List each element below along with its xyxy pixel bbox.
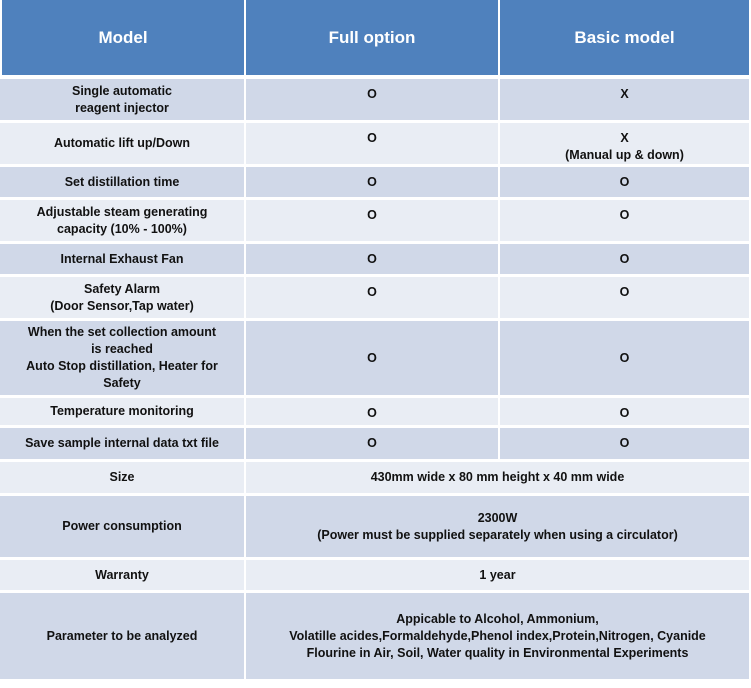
power-consumption-label: Power consumption — [0, 496, 246, 560]
row-label: Safety Alarm (Door Sensor,Tap water) — [0, 277, 246, 321]
power-consumption-value: 2300W (Power must be supplied separately when using a circulator) — [246, 496, 751, 560]
header-row — [0, 0, 751, 79]
row-label: Automatic lift up/Down — [0, 123, 246, 167]
warranty-label: Warranty — [0, 560, 246, 593]
row-label: Temperature monitoring — [0, 398, 246, 428]
table-row — [0, 560, 751, 593]
basic-model-value: O — [500, 244, 751, 277]
header-basic-model: Basic model — [500, 0, 751, 79]
full-option-value: O — [246, 277, 500, 321]
parameter-value: Appicable to Alcohol, Ammonium, Volatille acides,Formaldehyde,Phenol index,Protein,Nitrogen, Cyanide Flourine in Air, Soil, Water quality in Environmental Experiments — [246, 593, 751, 682]
basic-model-value: X — [500, 79, 751, 123]
row-label: Set distillation time — [0, 167, 246, 200]
basic-model-value: O — [500, 167, 751, 200]
table-row — [0, 123, 751, 167]
table-row — [0, 321, 751, 398]
table-row — [0, 398, 751, 428]
row-label: Adjustable steam generating capacity (10% - 100%) — [0, 200, 246, 244]
basic-model-value: O — [500, 398, 751, 428]
table-row — [0, 244, 751, 277]
header-model: Model — [0, 0, 246, 79]
full-option-value: O — [246, 398, 500, 428]
header-full-option: Full option — [246, 0, 500, 79]
table-row — [0, 593, 751, 682]
table-row — [0, 462, 751, 496]
basic-model-value: X (Manual up & down) — [500, 123, 751, 167]
basic-model-value: O — [500, 277, 751, 321]
full-option-value: O — [246, 200, 500, 244]
basic-model-value: O — [500, 321, 751, 398]
row-label: Single automatic reagent injector — [0, 79, 246, 123]
full-option-value: O — [246, 167, 500, 200]
table-row — [0, 79, 751, 123]
table-row — [0, 167, 751, 200]
full-option-value: O — [246, 123, 500, 167]
full-option-value: O — [246, 321, 500, 398]
row-label: Internal Exhaust Fan — [0, 244, 246, 277]
row-label: When the set collection amount is reached Auto Stop distillation, Heater for Safety — [0, 321, 246, 398]
table-row — [0, 200, 751, 244]
table-row — [0, 277, 751, 321]
size-value: 430mm wide x 80 mm height x 40 mm wide — [246, 462, 751, 496]
table-row — [0, 496, 751, 560]
row-label: Save sample internal data txt file — [0, 428, 246, 462]
basic-model-value: O — [500, 428, 751, 462]
basic-model-value: O — [500, 200, 751, 244]
parameter-label: Parameter to be analyzed — [0, 593, 246, 682]
full-option-value: O — [246, 244, 500, 277]
warranty-value: 1 year — [246, 560, 751, 593]
size-label: Size — [0, 462, 246, 496]
table-row — [0, 428, 751, 462]
full-option-value: O — [246, 428, 500, 462]
full-option-value: O — [246, 79, 500, 123]
